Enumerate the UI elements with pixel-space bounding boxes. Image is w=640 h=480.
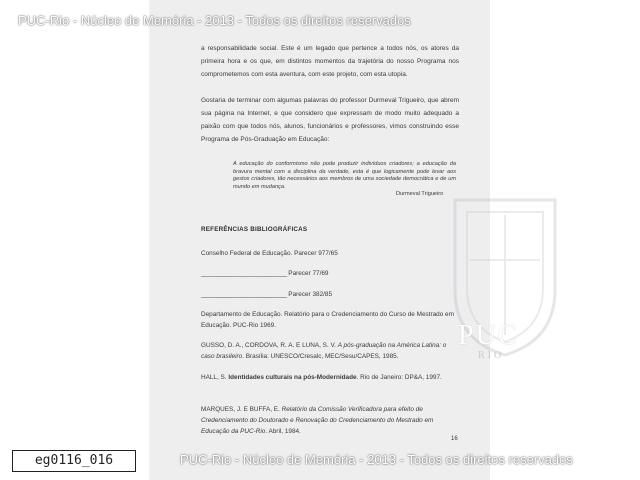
references-heading: REFERÊNCIAS BIBLIOGRÁFICAS: [201, 226, 308, 233]
document-body: [201, 42, 459, 146]
block-quote: A educação do conformismo não pode produzir indivíduos criadores; a educação da bravura mental com a disciplina da verdade, esta é que logicamente pode levar aos gestos criadores, tão necessários aos membros de uma sociedade democrática e de um mundo em mudança.: [233, 161, 456, 190]
watermark-logo: PUC: [458, 320, 519, 351]
image-id-label: eg0116_016: [12, 450, 136, 472]
reference-item: ____________________________ Parecer 77/69: [201, 270, 329, 277]
reference-item: Departamento de Educação. Relatório para o Credenciamento do Curso de Mestrado em Educação. PUC-Rio 1969.: [201, 311, 454, 329]
paragraph-1: a responsabilidade social. Este é um legado que pertence a todos nós, os atores da primeira hora e os que, em distintos momentos da trajetória do nosso Programa nos comprometemos com esta aventura, com este projeto, com esta utopia.: [201, 45, 459, 78]
watermark-top: PUC-Rio - Núcleo de Memória - 2013 - Todos os direitos reservados: [18, 13, 411, 28]
reference-item: HALL, S. Identidades culturais na pós-Modernidade. Rio de Janeiro: DP&A, 1997.: [201, 374, 442, 381]
reference-item: MARQUES, J. E BUFFA, E. Relatório da Comissão Verificadora para efeito de Credenciamento do Doutorado e Renovação do Credenciamento do Mestrado em Educação da PUC-Rio. Abril, 1984.: [201, 406, 434, 435]
reference-item: ____________________________ Parecer 382/85: [201, 291, 333, 298]
watermark-bottom: PUC-Rio - Núcleo de Memória - 2013 - Todos os direitos reservados: [180, 452, 573, 467]
reference-item: Conselho Federal de Educação. Parecer 977/65: [201, 250, 338, 257]
page-number: 16: [451, 436, 458, 442]
watermark-logo-sub: RIO: [478, 350, 505, 361]
reference-item: GUSSO, D. A., CORDOVA, R. A. E LUNA, S. V. A pós-graduação na América Latina: o caso brasileiro. Brasília: UNESCO/Cresalc, MEC/Sesu/CAPES, 1985.: [201, 342, 447, 360]
quote-author: Durmeval Trigueiro: [396, 191, 444, 197]
paragraph-2: Gostaria de terminar com algumas palavras do professor Durmeval Trigueiro, que abrem sua página na Internet, e que considero que expressam de modo muito adequado a paixão com que todos nós, alunos, funcionários e professores, vimos construindo esse Programa de Pós-Graduação em Educação:: [201, 97, 459, 143]
